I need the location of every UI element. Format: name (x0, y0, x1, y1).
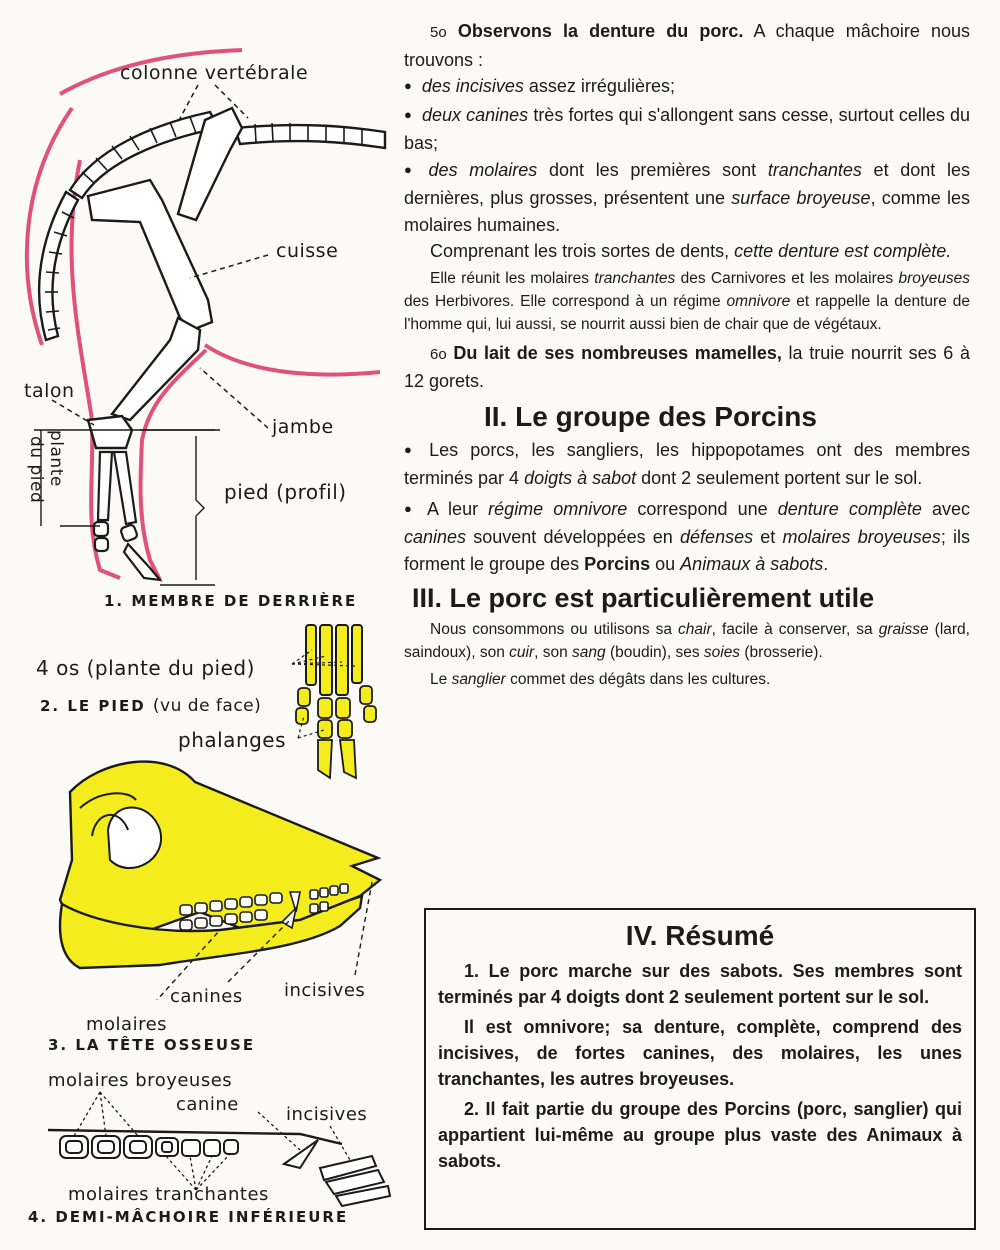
label-molaires-broyeuses: molaires broyeuses (48, 1070, 233, 1091)
caption-figure-4: 4. DEMI-MÂCHOIRE INFÉRIEURE (28, 1208, 349, 1226)
label-talon: talon (24, 380, 75, 402)
text-italic: deux canines (421, 104, 529, 125)
text-bold: Porcins (584, 553, 651, 574)
text-italic: régime omnivore (488, 498, 628, 519)
text-italic: des molaires (428, 159, 538, 180)
text-italic: graisse (878, 621, 929, 638)
paragraph-sanglier (404, 668, 970, 691)
text-run: dont 2 seulement portent sur le sol. (636, 468, 923, 488)
bullet-incisives (404, 73, 970, 102)
text-italic: denture complète (777, 498, 922, 519)
bullet-regime (404, 496, 970, 578)
figure-half-jaw-drawing (0, 0, 400, 1250)
label-incisives: incisives (284, 980, 366, 1001)
summary-point-1: 1. Le porc marche sur des sabots. Ses membres sont terminés par 4 doigts dont 2 seulement portent sur le sol. (438, 961, 962, 1007)
text-run: et rappelle la denture de l'homme qui, lui aussi, se nourrit aussi bien de chair que de végétaux. (404, 292, 971, 333)
text-run: Les porcs, les sangliers, les hippopotames ont des membres terminés par 4 (404, 439, 970, 488)
text-italic: canines (404, 527, 467, 547)
text-run: Nous consommons ou utilisons sa (430, 621, 679, 638)
item-number: 5o (430, 24, 447, 41)
text-run: (boudin), ses (605, 644, 704, 661)
text-run: Elle réunit les molaires (430, 269, 595, 287)
text-run: et (753, 527, 783, 547)
label-jambe: jambe (272, 416, 334, 438)
text-run: (lard, saindoux), son (404, 621, 970, 661)
text-italic: chair (678, 621, 712, 638)
text-run: A chaque mâchoire nous trouvons : (404, 21, 970, 70)
text-run: dont les premières sont (537, 159, 768, 180)
summary-title: IV. Résumé (625, 920, 775, 951)
text-italic: sanglier (451, 671, 506, 688)
text-run: et dont les dernières, plus grosses, présentent une (404, 159, 970, 208)
summary-point-omnivore: Il est omnivore; sa denture, complète, comprend des incisives, de fortes canines, des molaires, les unes tranchantes, les autres broyeuses. (438, 1017, 962, 1089)
text-run: commet des dégâts dans les cultures. (505, 671, 771, 688)
summary-box (424, 908, 976, 1230)
caption-figure-2-title: 2. LE PIED (40, 697, 146, 715)
text-italic: cette denture est complète. (734, 241, 952, 261)
heading-inline: Observons la denture du porc. (457, 21, 744, 41)
label-4-os: 4 os (plante du pied) (36, 656, 255, 680)
text-run: Le (430, 671, 452, 688)
label-molaires: molaires (86, 1014, 168, 1035)
text-italic: tranchantes (767, 159, 862, 180)
text-run: (brosserie). (740, 644, 823, 661)
caption-figure-1: 1. MEMBRE DE DERRIÈRE (104, 592, 358, 610)
text-run: . (823, 553, 829, 574)
bullet-canines (404, 102, 970, 157)
text-run: , son (534, 644, 573, 661)
text-italic: cuir (509, 644, 535, 661)
bullet-molaires (404, 157, 970, 239)
section-title-utile: III. Le porc est particulièrement utile (412, 583, 875, 613)
label-plante: plante (46, 430, 66, 487)
section-title-porcins: II. Le groupe des Porcins (484, 400, 817, 432)
text-run: des Carnivores et les molaires (675, 269, 899, 287)
canine-tooth (284, 1140, 318, 1168)
label-pied-profil: pied (profil) (224, 480, 347, 504)
molar-row (60, 1136, 238, 1158)
label-incisives-jaw: incisives (286, 1104, 368, 1125)
text-run: , comme les molaires humaines. (404, 188, 971, 235)
text-italic: des incisives (421, 76, 524, 96)
text-italic: Animaux à sabots (680, 553, 824, 574)
heading-inline: Du lait de ses nombreuses mamelles, (453, 342, 782, 363)
label-canine: canine (176, 1094, 239, 1115)
text-italic: soies (703, 644, 741, 661)
text-italic: broyeuses (898, 269, 970, 287)
text-italic: surface broyeuse (731, 188, 871, 208)
text-run: correspond une (627, 498, 778, 519)
text-italic: molaires broyeuses (782, 527, 941, 547)
text-run: avec (921, 498, 971, 519)
label-colonne-vertebrale: colonne vertébrale (120, 62, 309, 84)
summary-point-2: 2. Il fait partie du groupe des Porcins (porc, sanglier) qui appartient lui-même au groupe plus vaste des Animaux à sabots. (438, 1099, 962, 1171)
text-run: très fortes qui s'allongent sans cesse, surtout celles du bas; (404, 104, 970, 153)
text-run: ou (650, 553, 681, 574)
text-run: souvent développées en (466, 527, 681, 547)
label-canines: canines (170, 986, 243, 1007)
paragraph-complete (404, 238, 970, 265)
text-run: assez irrégulières; (523, 76, 675, 96)
text-run: la truie nourrit ses 6 à 12 gorets. (404, 342, 970, 391)
text-italic: tranchantes (594, 269, 676, 287)
label-phalanges: phalanges (178, 728, 287, 752)
item-number: 6o (430, 345, 447, 363)
text-run: des Herbivores. Elle correspond à un régime (404, 292, 727, 310)
paragraph-utile (404, 618, 970, 664)
paragraph-small-note (404, 267, 970, 336)
caption-figure-3: 3. LA TÊTE OSSEUSE (48, 1036, 256, 1054)
text-run: Comprenant les trois sortes de dents, (430, 241, 735, 261)
label-du-pied: du pied (26, 436, 46, 504)
text-run: ; ils forment le groupe des (404, 527, 971, 574)
bullet-porcs (404, 437, 970, 492)
text-italic: sang (572, 644, 606, 661)
paragraph-denture (404, 18, 970, 73)
text-italic: défenses (680, 527, 754, 547)
text-italic: doigts à sabot (524, 468, 637, 488)
incisor-row (320, 1156, 390, 1206)
label-molaires-tranchantes: molaires tranchantes (68, 1184, 269, 1205)
text-run: , facile à conserver, sa (711, 621, 879, 638)
text-italic: omnivore (726, 292, 791, 310)
main-text-column (404, 18, 970, 695)
label-cuisse: cuisse (276, 240, 339, 262)
caption-figure-2-note: (vu de face) (152, 696, 262, 716)
paragraph-lait (404, 340, 970, 395)
text-run: A leur (426, 498, 489, 519)
